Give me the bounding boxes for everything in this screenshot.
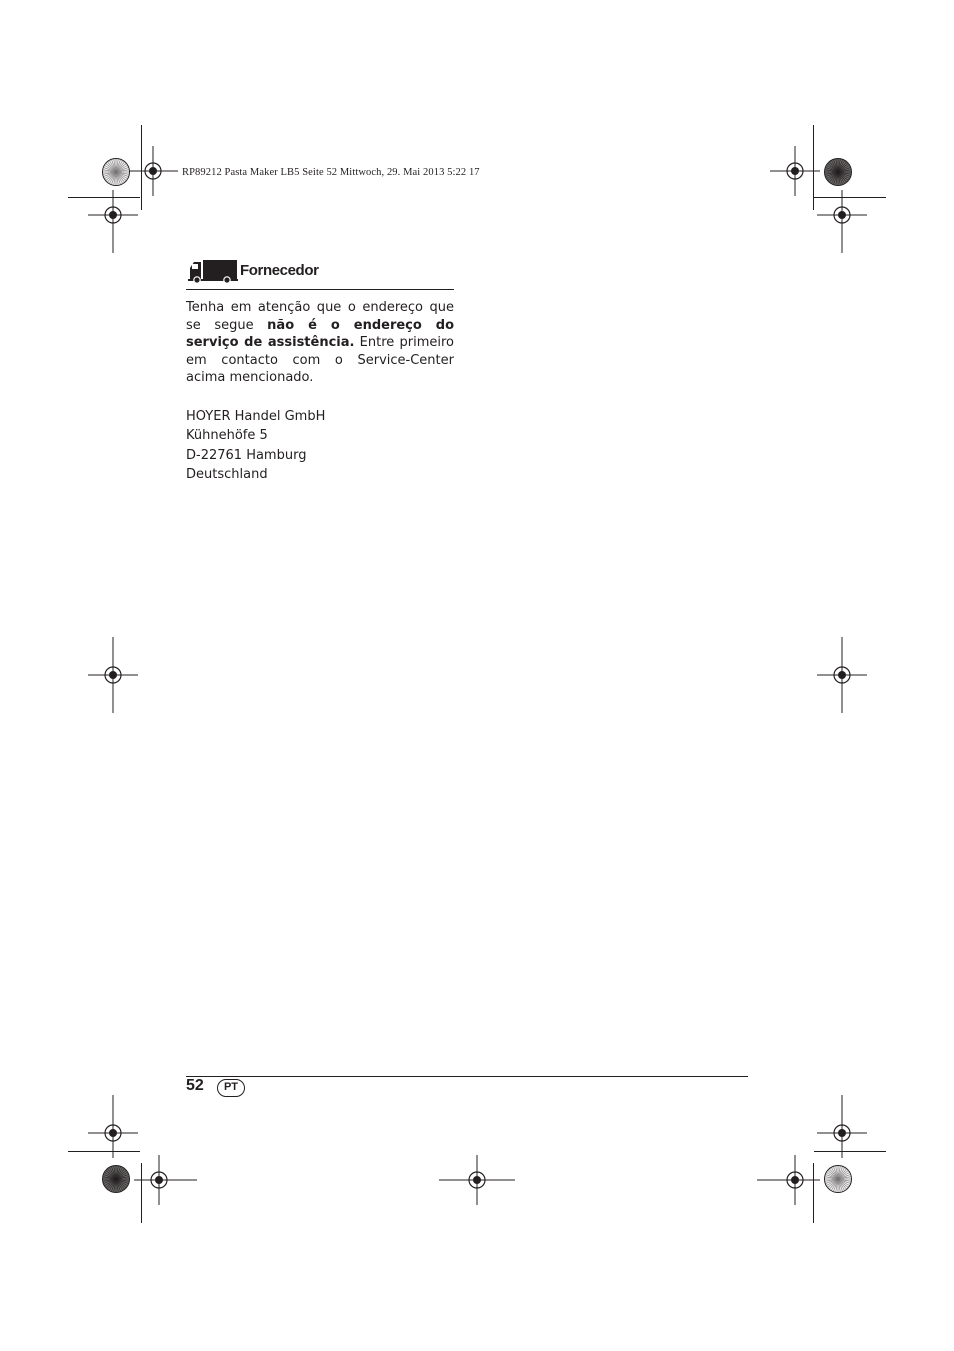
- language-badge: PT: [217, 1079, 245, 1097]
- notice-emphasis: não é o endereço do serviço de assistência.: [186, 317, 455, 351]
- registration-target-icon: [817, 190, 867, 240]
- calibration-wheel-icon: [823, 157, 853, 187]
- section-heading: [186, 256, 454, 290]
- calibration-wheel-icon: [101, 157, 131, 187]
- registration-target-icon: [452, 1155, 502, 1205]
- notice-outro: Entre primeiro em contacto com o Service-Center acima mencionado.: [186, 335, 454, 386]
- footer-rule: [186, 1076, 748, 1077]
- calibration-wheel-icon: [101, 1164, 131, 1194]
- page-number: 52: [186, 1077, 204, 1094]
- calibration-wheel-icon: [823, 1164, 853, 1194]
- registration-target-icon: [128, 146, 178, 196]
- truck-icon: [188, 258, 238, 284]
- registration-target-icon: [770, 146, 820, 196]
- notice-paragraph: [186, 299, 454, 387]
- address-city: D-22761 Hamburg: [186, 447, 307, 463]
- registration-target-icon: [88, 1108, 138, 1158]
- supplier-address: [186, 407, 454, 485]
- notice-intro: Tenha em atenção que o endereço que se segue: [186, 300, 454, 333]
- registration-target-icon: [817, 650, 867, 700]
- registration-target-icon: [134, 1155, 184, 1205]
- address-street: Kühnehöfe 5: [186, 428, 268, 444]
- address-country: Deutschland: [186, 467, 268, 483]
- registration-target-icon: [770, 1155, 820, 1205]
- registration-target-icon: [88, 650, 138, 700]
- address-company: HOYER Handel GmbH: [186, 409, 326, 424]
- section-title: Fornecedor: [240, 262, 319, 279]
- registration-target-icon: [817, 1108, 867, 1158]
- print-slug: RP89212 Pasta Maker LB5 Seite 52 Mittwoch, 29. Mai 2013 5:22 17: [182, 167, 480, 178]
- registration-target-icon: [88, 190, 138, 240]
